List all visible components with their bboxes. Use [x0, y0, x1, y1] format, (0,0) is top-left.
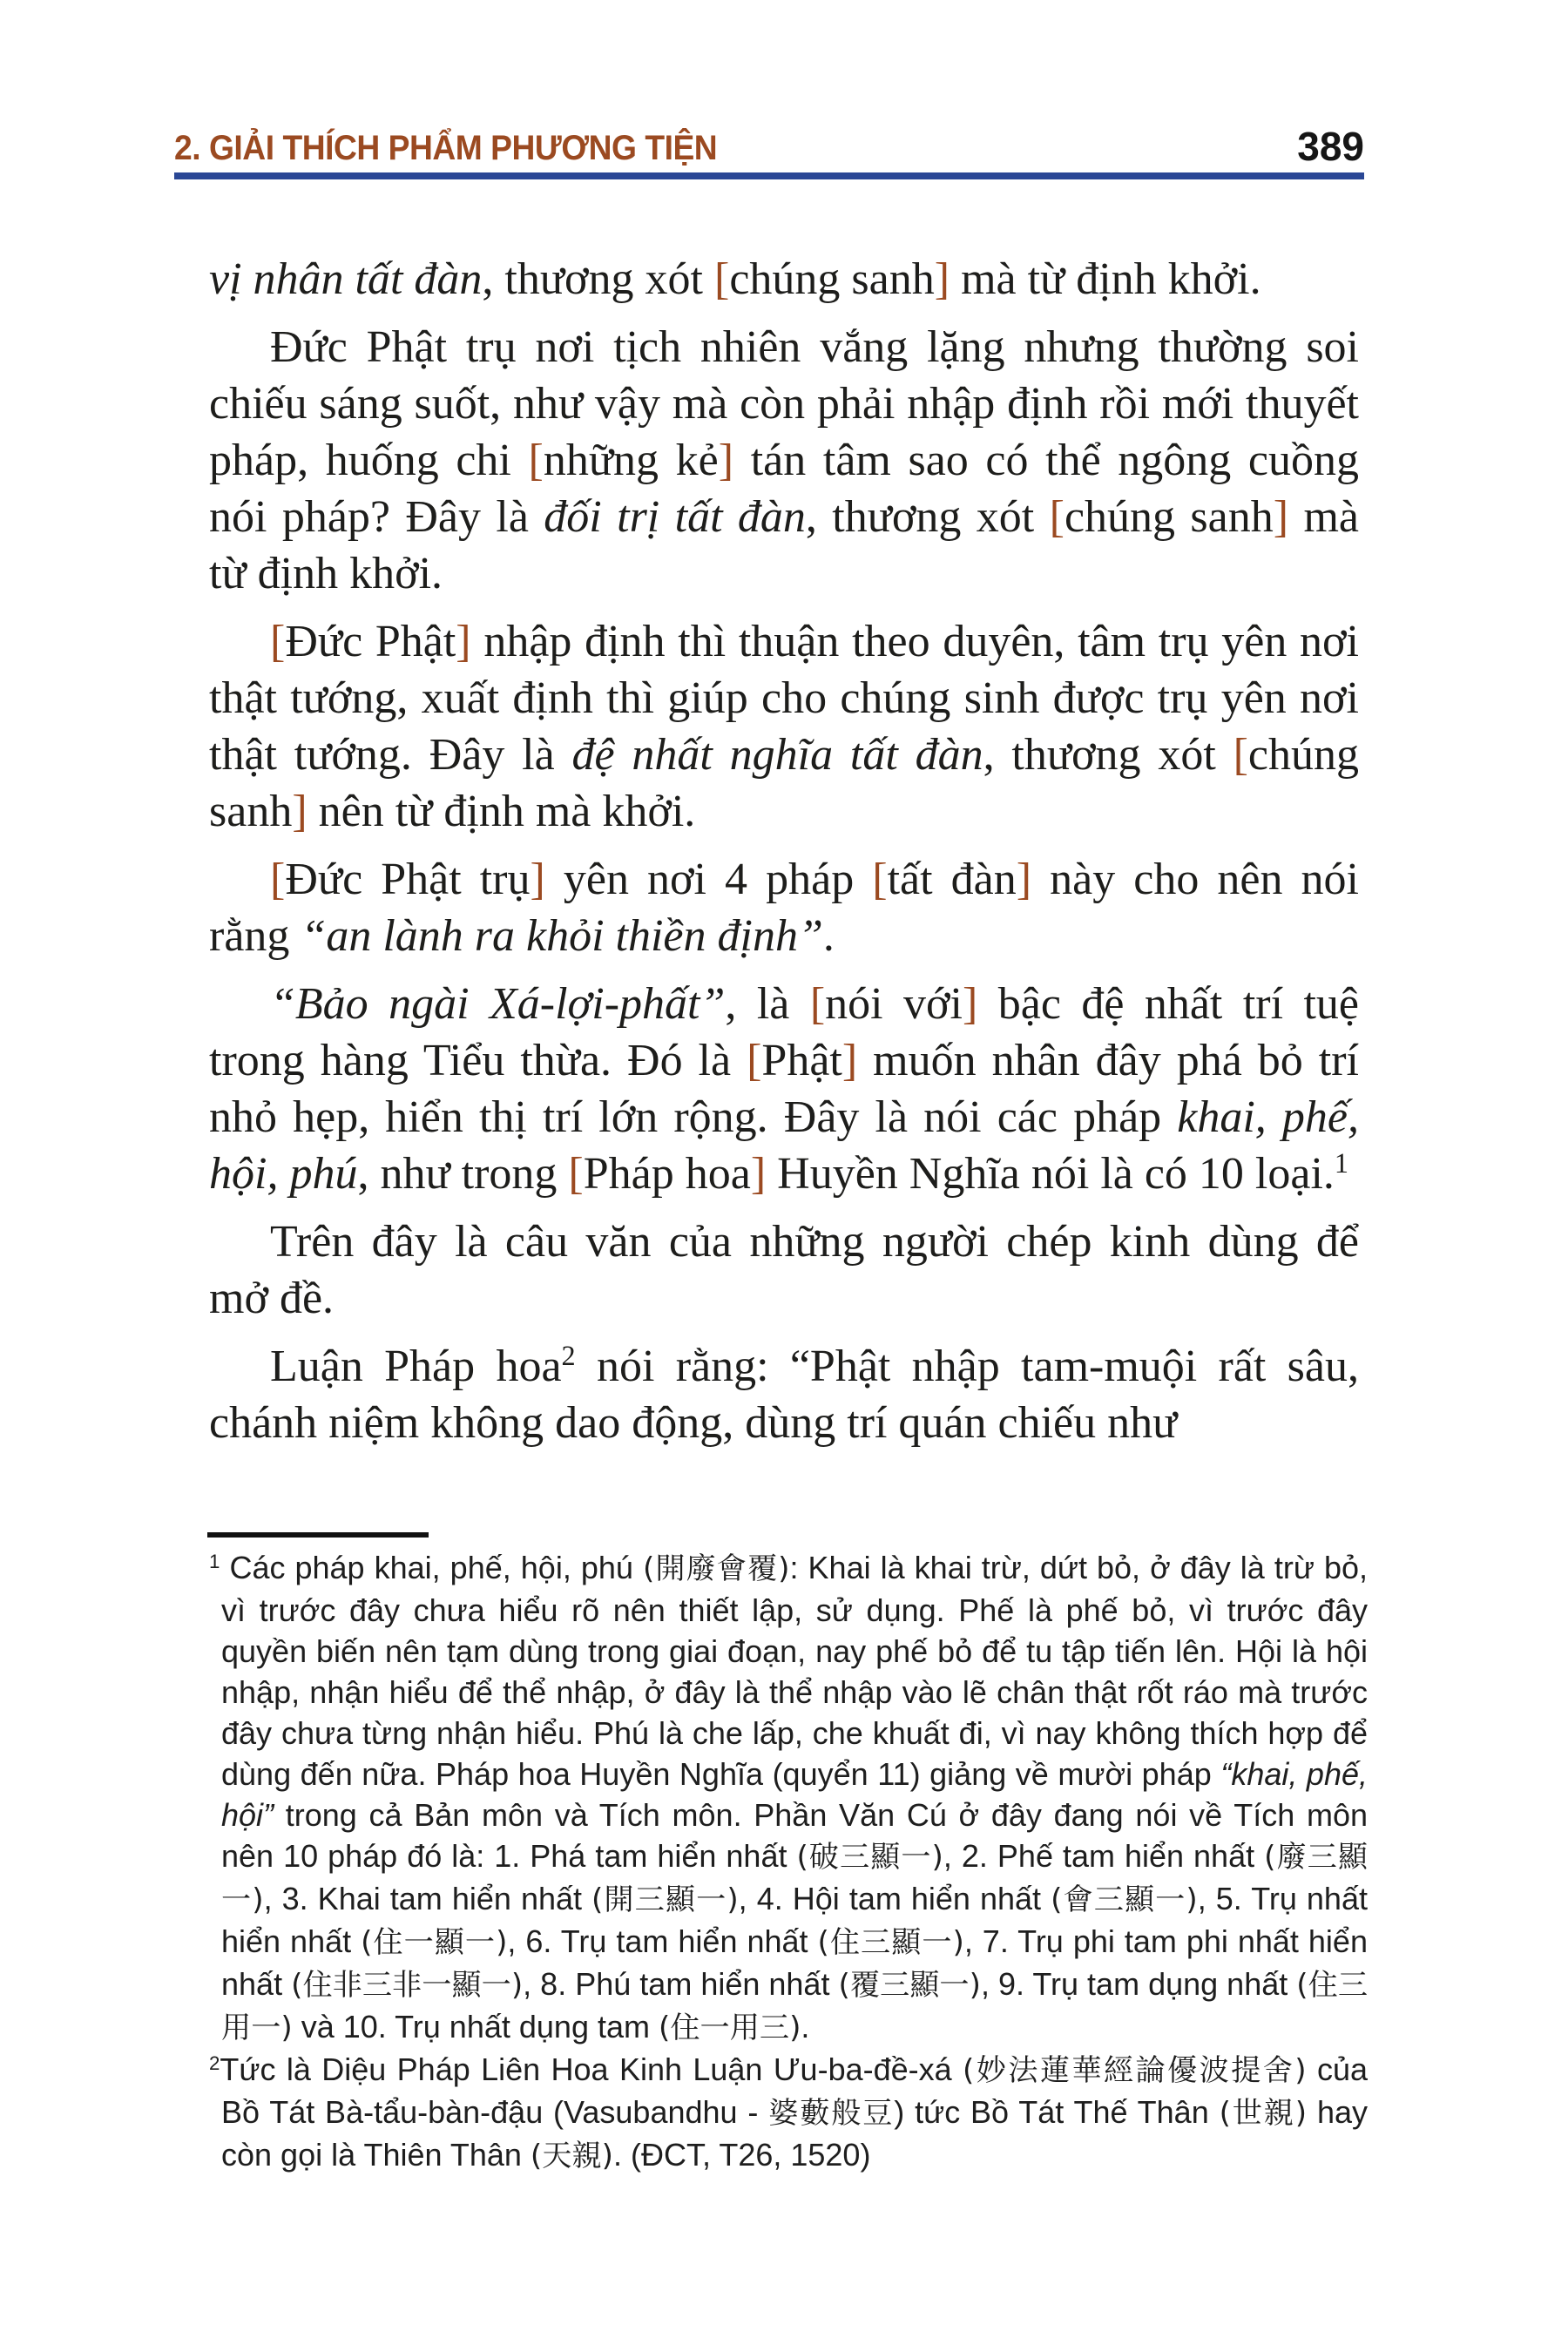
text-segment: bậc đệ nhất trí tuệ trong hàng Tiểu thừa. Đó là: [209, 979, 1359, 1085]
text-segment: . (ĐCT, T26, 1520): [612, 2137, 871, 2173]
text-segment: , như trong: [357, 1149, 569, 1199]
text-segment: Phật: [761, 1036, 842, 1085]
text-segment: ]: [292, 787, 308, 836]
text-segment: (會三顯一): [1051, 1882, 1198, 1917]
text-segment: nói với: [825, 979, 963, 1029]
text-segment: [: [872, 855, 888, 904]
text-segment: (廢三顯一): [221, 1840, 1369, 1917]
text-segment: chúng sanh: [1064, 492, 1274, 542]
text-segment: ]: [530, 855, 545, 904]
text-segment: ]: [750, 1149, 767, 1199]
footnote: [209, 2049, 1368, 2177]
text-segment: , là: [725, 979, 810, 1029]
text-segment: nhập định thì thuận theo duyên, tâm trụ yên nơi thật tướng, xuất định thì giúp cho chúng sinh được trụ yên nơi thật tướng. Đây là: [209, 617, 1359, 780]
text-segment: mà từ định khởi.: [209, 492, 1359, 598]
text-segment: (妙法蓮華經論優波提舍): [963, 2053, 1307, 2088]
text-segment: , thương xót: [482, 254, 714, 304]
text-segment: , 9. Trụ tam dụng nhất: [980, 1966, 1297, 2002]
text-segment: (住三用一): [221, 1968, 1369, 2045]
paragraph: [209, 976, 1359, 1202]
text-segment: ]: [1016, 855, 1032, 904]
text-segment: (世親): [1219, 2096, 1308, 2131]
text-segment: khai, phế, hội, phú: [209, 1092, 1360, 1199]
text-segment: Các pháp khai, phế, hội, phú: [220, 1550, 643, 1585]
text-segment: và 10. Trụ nhất dụng tam: [292, 2009, 659, 2044]
footnote-separator-rule: [207, 1532, 429, 1538]
text-segment: [: [1049, 492, 1064, 542]
text-segment: 婆藪般豆: [768, 2096, 895, 2131]
text-segment: Đức Phật: [285, 617, 456, 666]
text-segment: 2: [561, 1340, 576, 1372]
text-segment: .: [801, 2009, 810, 2044]
text-segment: Đức Phật trụ nơi tịch nhiên vắng lặng nhưng thường soi chiếu sáng suốt, như vậy mà còn phải nhập định rồi mới thuyết pháp, huống chi: [209, 322, 1359, 485]
running-header-title: 2. GIẢI THÍCH PHẨM PHƯƠNG TIỆN: [174, 129, 718, 167]
text-segment: [: [714, 254, 730, 304]
text-segment: ]: [841, 1036, 858, 1085]
text-segment: yên nơi 4 pháp: [544, 855, 873, 904]
text-segment: của Bồ Tát Bà-tẩu-bàn-đậu (Vasubandhu -: [221, 2051, 1369, 2130]
text-segment: [: [1233, 730, 1248, 780]
text-segment: “an lành ra khỏi thiền định”: [301, 911, 823, 961]
text-segment: “khai, phế, hội”: [221, 1756, 1368, 1833]
paragraph: [209, 1213, 1359, 1327]
text-segment: Tức là Diệu Pháp Liên Hoa Kinh Luận Ưu-ba-đề-xá: [220, 2051, 963, 2087]
text-segment: ]: [718, 436, 734, 485]
text-segment: vị nhân tất đàn: [209, 254, 483, 304]
text-segment: đệ nhất nghĩa tất đàn: [571, 730, 983, 780]
text-segment: [: [568, 1149, 584, 1199]
text-segment: đối trị tất đàn: [544, 492, 806, 542]
text-segment: chúng sanh: [729, 254, 935, 304]
text-segment: , 8. Phú tam hiển nhất: [523, 1966, 839, 2002]
footnote: [209, 1547, 1368, 2049]
text-segment: [: [528, 436, 544, 485]
text-segment: : Khai là khai trừ, dứt bỏ, ở đây là trừ bỏ, vì trước đây chưa hiểu rõ nên thiết lập, sử dụng. Phế là phế bỏ, vì trước đây quyền biến nên tạm dùng trong giai đoạn, nay phế bỏ để tu tập tiến lên. Hội là hội nhập, nhận hiểu để thể nhập, ở đây là thể nhập vào lẽ chân thật rốt ráo mà trước đây chưa từng nhận hiểu. Phú là che lấp, che khuất đi, vì nay không thích hợp để dùng đến nữa. Pháp hoa Huyền Nghĩa (quyển 11) giảng về mười pháp: [221, 1550, 1369, 1792]
footnotes: [209, 1547, 1368, 2177]
text-segment: chúng sanh: [209, 730, 1360, 836]
paragraph: [209, 251, 1359, 308]
text-segment: muốn nhân đây phá bỏ trí nhỏ hẹp, hiển thị trí lớn rộng. Đây là nói các pháp: [209, 1036, 1359, 1142]
text-segment: , thương xót: [983, 730, 1233, 780]
text-segment: ]: [962, 979, 978, 1029]
text-segment: , 6. Trụ tam hiển nhất: [507, 1923, 818, 1959]
text-segment: những kẻ: [543, 436, 719, 485]
text-segment: (住非三非一顯一): [291, 1968, 524, 2003]
text-segment: (破三顯一): [796, 1840, 943, 1875]
text-segment: (開三顯一): [591, 1882, 739, 1917]
page-number: 389: [1297, 124, 1364, 169]
text-segment: , 4. Hội tam hiển nhất: [738, 1881, 1051, 1916]
text-segment: nên từ định mà khởi.: [307, 787, 696, 836]
text-segment: [: [270, 855, 286, 904]
text-segment: (住三顯一): [817, 1925, 964, 1960]
text-segment: nói rằng: “Phật nhập tam-muội rất sâu, chánh niệm không dao động, dùng trí quán chiếu như: [209, 1342, 1359, 1448]
text-segment: ]: [934, 254, 950, 304]
text-segment: [: [809, 979, 826, 1029]
text-segment: mà từ định khởi.: [950, 254, 1261, 304]
paragraph: [209, 1338, 1359, 1451]
text-segment: ]: [1273, 492, 1289, 542]
text-segment: , 2. Phế tam hiển nhất: [943, 1838, 1265, 1874]
text-segment: Luận Pháp hoa: [270, 1342, 562, 1391]
text-segment: (覆三顯一): [838, 1968, 981, 2003]
text-segment: [: [270, 617, 286, 666]
text-segment: 2: [209, 2051, 220, 2074]
text-segment: Pháp hoa: [583, 1149, 751, 1199]
text-segment: .: [822, 911, 835, 961]
text-segment: (住一顯一): [361, 1925, 508, 1960]
text-segment: , 3. Khai tam hiển nhất: [263, 1881, 592, 1916]
text-segment: ) tức Bồ Tát Thế Thân: [894, 2094, 1220, 2130]
text-segment: 1: [1334, 1147, 1349, 1179]
text-segment: (天親): [530, 2139, 613, 2173]
text-segment: này cho nên nói rằng: [209, 855, 1359, 961]
text-segment: Đức Phật trụ: [285, 855, 531, 904]
paragraph: [209, 851, 1359, 964]
text-segment: (住一用三): [658, 2011, 801, 2045]
text-segment: tất đàn: [887, 855, 1017, 904]
body-text: [209, 251, 1359, 1463]
text-segment: (開廢會覆): [642, 1551, 790, 1586]
text-segment: , 5. Trụ nhất hiển nhất: [221, 1881, 1368, 1959]
header-rule: [174, 172, 1364, 179]
text-segment: Huyền Nghĩa nói là có 10 loại.: [766, 1149, 1335, 1199]
text-segment: “Bảo ngài Xá-lợi-phất”: [270, 979, 726, 1029]
text-segment: ]: [456, 617, 471, 666]
text-segment: hay còn gọi là Thiên Thân: [221, 2094, 1368, 2173]
text-segment: trong cả Bản môn và Tích môn. Phần Văn Cú ở đây đang nói về Tích môn nên 10 pháp đó là: 1. Phá tam hiển nhất: [221, 1797, 1368, 1874]
text-segment: Trên đây là câu văn của những người chép kinh dùng để mở đề.: [209, 1217, 1359, 1323]
paragraph: [209, 319, 1359, 602]
paragraph: [209, 613, 1359, 840]
text-segment: tán tâm sao có thể ngông cuồng nói pháp? Đây là: [209, 436, 1360, 542]
text-segment: , thương xót: [805, 492, 1050, 542]
text-segment: [: [747, 1036, 762, 1085]
text-segment: 1: [209, 1550, 220, 1572]
text-segment: , 7. Trụ phi tam phi nhất hiển nhất: [221, 1923, 1368, 2002]
